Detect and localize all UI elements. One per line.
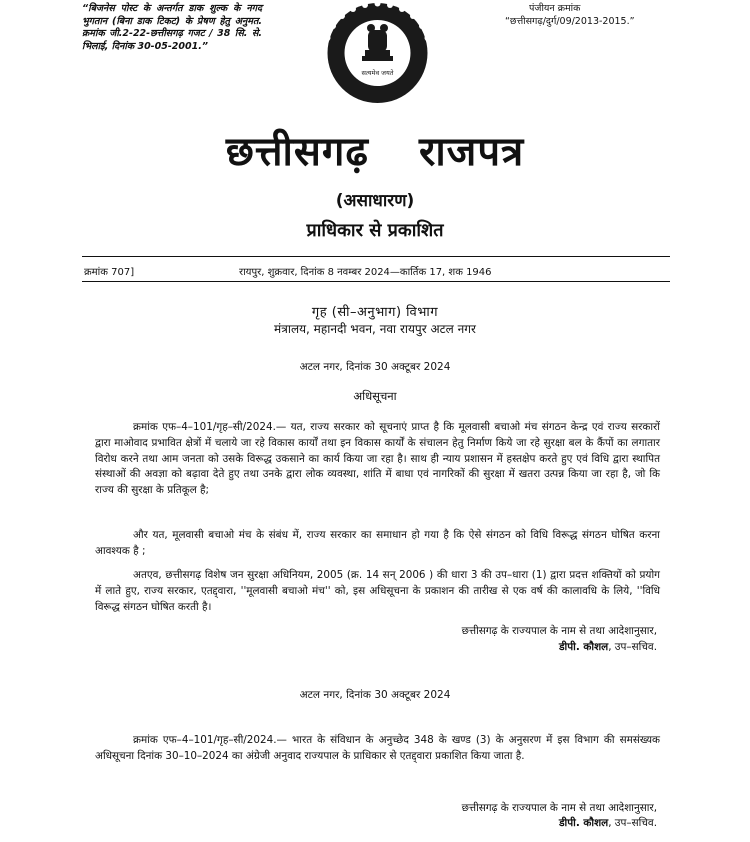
notice2-signatory bbox=[559, 816, 657, 830]
postal-permit-note: “बिजनेस पोस्ट के अन्तर्गत डाक शुल्क के नगद भुगतान (बिना डाक टिकट) के प्रेषण हेतु अनुमत. क्रमांक जी.2-22-छत्तीसगढ़ गजट / 38 सि. से. भिलाई, दिनांक 30-05-2001.” bbox=[82, 3, 262, 52]
state-emblem-seal bbox=[310, 0, 445, 110]
notice1-paragraph-1: क्रमांक एफ–4–101/गृह–सी/2024.— यत, राज्य सरकार को सूचनाएं प्राप्त है कि मूलवासी बचाओ मंच संगठन केन्द्र एवं राज्य सरकारों द्वारा माओवाद प्रभावित क्षेत्रों में चलाये जा रहे विकास कार्यों तथा इन विकास कार्यों के संचालन हेतु निर्माण किये जा रहे सुरक्षा बल के कैंपों का लगातार विरोध करने तथा आम जनता को उसके विरूद्ध उकसाने का कार्य किया जा रहा है। साथ ही न्याय प्रशासन में हस्तक्षेप करते हुए एवं विधि द्वारा स्थापित संस्थाओं की अवज्ञा को बढ़ावा देते हुए तथा उनके द्वारा लोक व्यवस्था, शांति में बाधा एवं नागरिकों की सुरक्षा में खतरा उत्पन्न किया जा रहा है, जो कि राज्य की सुरक्षा के प्रतिकूल है; bbox=[95, 421, 660, 497]
registration-number: “छत्तीसगढ़/दुर्ग/09/2013-2015.” bbox=[505, 16, 635, 27]
department-name: गृह (सी–अनुभाग) विभाग bbox=[311, 305, 439, 320]
gazette-title bbox=[0, 122, 750, 177]
top-rule bbox=[82, 256, 670, 257]
title-state: छत्तीसगढ़ bbox=[225, 129, 369, 175]
department-address: मंत्रालय, महानदी भवन, नवा रायपुर अटल नगर bbox=[274, 322, 476, 336]
notice1-date: अटल नगर, दिनांक 30 अक्टूबर 2024 bbox=[299, 361, 451, 373]
authority-label: प्राधिकार से प्रकाशित bbox=[306, 220, 444, 241]
notice1-paragraph-3: अतएव, छत्तीसगढ़ विशेष जन सुरक्षा अधिनियम, 2005 (क्र. 14 सन् 2006 ) की धारा 3 की उप–धारा (1) द्वारा प्रदत्त शक्तियों को प्रयोग में लाते हुए, राज्य सरकार, एतद्द्वारा, ''मूलवासी बचाओ मंच'' को, इस अधिसूचना के प्रकाशन की तारीख से एक वर्ष की कालावधि के लिये, ''विधि विरूद्ध संगठन घोषित करती है। bbox=[95, 569, 660, 613]
extraordinary-label: (असाधारण) bbox=[335, 191, 415, 211]
notice1-signatory bbox=[559, 640, 657, 654]
bottom-rule bbox=[82, 281, 670, 282]
title-gazette: राजपत्र bbox=[418, 129, 525, 175]
notice1-sign-line: छत्तीसगढ़ के राज्यपाल के नाम से तथा आदेशानुसार, bbox=[461, 625, 657, 637]
issue-place-date: रायपुर, शुक्रवार, दिनांक 8 नवम्बर 2024—कार्तिक 17, शक 1946 bbox=[239, 267, 492, 278]
notice2-paragraph: क्रमांक एफ–4–101/गृह–सी/2024.— भारत के संविधान के अनुच्छेद 348 के खण्ड (3) के अनुसरण में इस विभाग की समसंख्यक अधिसूचना दिनांक 30–10–2024 का अंग्रेजी अनुवाद राज्यपाल के प्राधिकार से एतद्द्वारा प्रकाशित किया जाता है. bbox=[95, 734, 660, 762]
registration-label: पंजीयन क्रमांक bbox=[529, 3, 581, 14]
emblem-motto: सत्यमेव जयते bbox=[361, 69, 394, 77]
notice2-signatory-title: , उप–सचिव. bbox=[608, 817, 657, 829]
notice2-date: अटल नगर, दिनांक 30 अक्टूबर 2024 bbox=[299, 689, 451, 701]
notice2-sign-line: छत्तीसगढ़ के राज्यपाल के नाम से तथा आदेशानुसार, bbox=[461, 802, 657, 814]
notice1-signatory-title: , उप–सचिव. bbox=[608, 641, 657, 653]
issue-number: क्रमांक 707] bbox=[84, 267, 135, 278]
notice1-signatory-name: डीपी. कौशल bbox=[559, 641, 609, 653]
notice2-signatory-name: डीपी. कौशल bbox=[559, 817, 609, 829]
notice1-heading: अधिसूचना bbox=[353, 389, 397, 403]
notice1-paragraph-2: और यत, मूलवासी बचाओ मंच के संबंध में, राज्य सरकार का समाधान हो गया है कि ऐसे संगठन को विधि विरूद्ध संगठन घोषित करना आवश्यक है ; bbox=[95, 529, 660, 557]
